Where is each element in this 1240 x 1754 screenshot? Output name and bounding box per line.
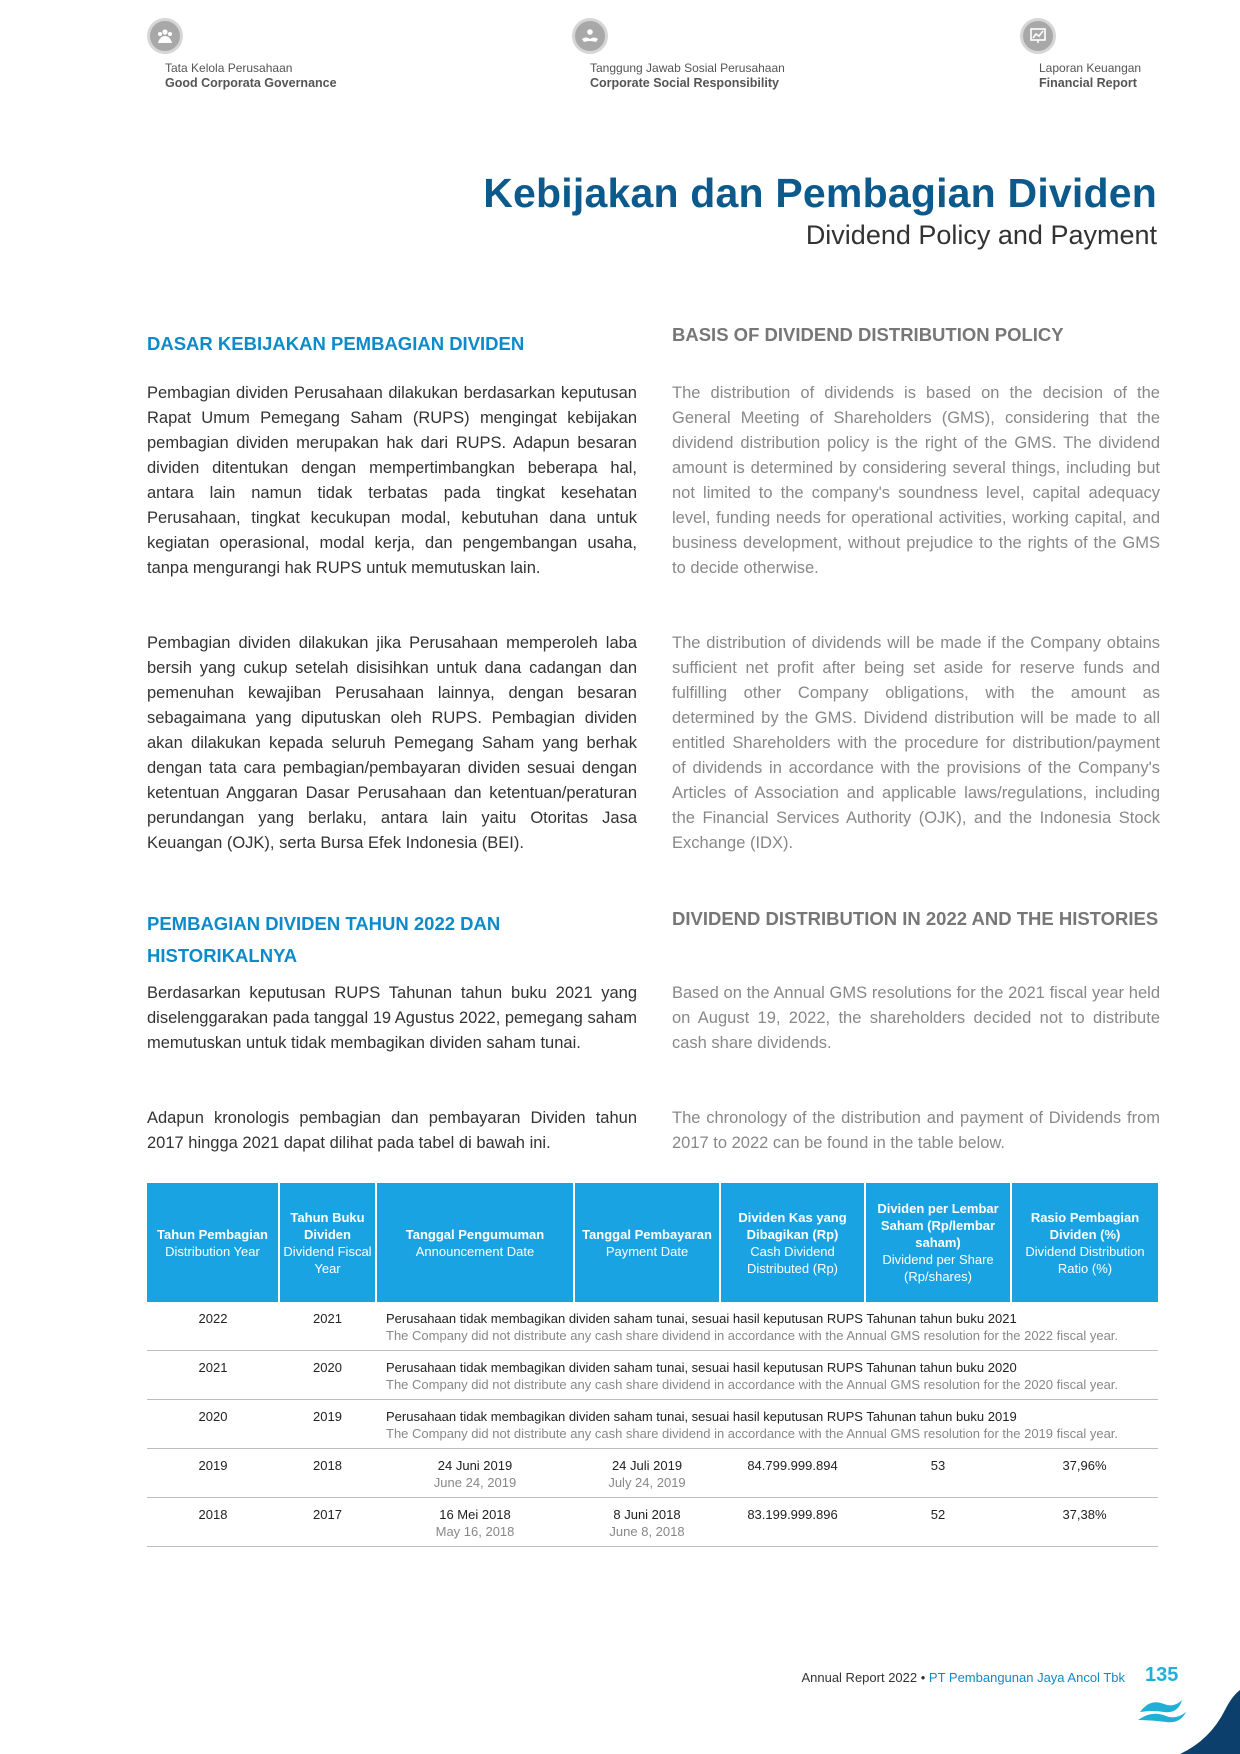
dividend-table bbox=[147, 1183, 1158, 1547]
cell-fiscal: 2021 bbox=[279, 1302, 376, 1351]
cell-year: 2021 bbox=[147, 1351, 279, 1400]
cell-note: Perusahaan tidak membagikan dividen saham tunai, sesuai hasil keputusan RUPS Tahunan tahun buku 2019 The Company did not distribute any cash share dividend in accordance with the Annual GMS resolution for the 2019 fiscal year. bbox=[376, 1400, 1158, 1449]
table-header-row bbox=[147, 1183, 1158, 1302]
col-header-fiscal-year: Tahun Buku Dividen Dividend Fiscal Year bbox=[279, 1183, 376, 1302]
section-heading-history-id: PEMBAGIAN DIVIDEN TAHUN 2022 DAN HISTORIKALNYA bbox=[147, 913, 501, 966]
nav-governance-main: Good Corporata Governance bbox=[165, 76, 337, 90]
cell-per-share: 52 bbox=[865, 1498, 1011, 1547]
cell-ratio: 37,96% bbox=[1011, 1449, 1158, 1498]
col-header-announcement-date: Tanggal Pengumuman Announcement Date bbox=[376, 1183, 574, 1302]
table-row bbox=[147, 1449, 1158, 1498]
cell-payment: 24 Juli 2019 July 24, 2019 bbox=[574, 1449, 720, 1498]
people-icon bbox=[147, 18, 183, 54]
paragraph-distribution-id: Pembagian dividen dilakukan jika Perusahaan memperoleh laba bersih yang cukup setelah disisihkan untuk dana cadangan dan pemenuhan kewajiban Perusahaan lainnya, dengan besaran sebagaimana yang diputuskan oleh RUPS. Pembagian dividen akan dilakukan kepada seluruh Pemegang Saham yang berhak dengan tata cara pembagian/pembayaran dividen sesuai dengan ketentuan Anggaran Dasar Perusahaan dan ketentuan/peraturan perundangan yang berlaku, antara lain yaitu Otoritas Jasa Keuangan (OJK), serta Bursa Efek Indonesia (BEI). bbox=[147, 634, 637, 852]
paragraph-chronology-id: Adapun kronologis pembagian dan pembayaran Dividen tahun 2017 hingga 2021 dapat dilihat pada tabel di bawah ini. bbox=[147, 1109, 637, 1152]
nav-csr-sub: Tanggung Jawab Sosial Perusahaan bbox=[590, 61, 785, 75]
nav-financial-main: Financial Report bbox=[1039, 76, 1137, 90]
cell-announcement: 24 Juni 2019 June 24, 2019 bbox=[376, 1449, 574, 1498]
hands-icon bbox=[572, 18, 608, 54]
nav-governance-sub: Tata Kelola Perusahaan bbox=[165, 61, 293, 75]
col-header-distribution-ratio: Rasio Pembagian Dividen (%) Dividend Distribution Ratio (%) bbox=[1011, 1183, 1158, 1302]
cell-year: 2022 bbox=[147, 1302, 279, 1351]
cell-fiscal: 2019 bbox=[279, 1400, 376, 1449]
table-row bbox=[147, 1498, 1158, 1547]
cell-note: Perusahaan tidak membagikan dividen saham tunai, sesuai hasil keputusan RUPS Tahunan tahun buku 2020 The Company did not distribute any cash share dividend in accordance with the Annual GMS resolution for the 2020 fiscal year. bbox=[376, 1351, 1158, 1400]
cell-per-share: 53 bbox=[865, 1449, 1011, 1498]
cell-year: 2020 bbox=[147, 1400, 279, 1449]
paragraph-decision-id: Berdasarkan keputusan RUPS Tahunan tahun buku 2021 yang diselenggarakan pada tanggal 19 Agustus 2022, pemegang saham memutuskan untuk tidak membagikan dividen saham tunai. bbox=[147, 984, 637, 1052]
cell-fiscal: 2018 bbox=[279, 1449, 376, 1498]
paragraph-distribution-en: The distribution of dividends will be made if the Company obtains sufficient net profit after being set aside for reserve funds and fulfilling other Company obligations, with the amount as determined by the GMS. Dividend distribution will be made to all entitled Shareholders with the procedure for distribution/payment of dividends in accordance with the provisions of the Company's Articles of Association and applicable laws/regulations, including the Financial Services Authority (OJK), and the Indonesia Stock Exchange (IDX). bbox=[672, 634, 1160, 852]
page-subtitle: Dividend Policy and Payment bbox=[805, 220, 1157, 250]
cell-ratio: 37,38% bbox=[1011, 1498, 1158, 1547]
footer-report-label: Annual Report 2022 • bbox=[801, 1670, 926, 1685]
section-heading-history-en: DIVIDEND DISTRIBUTION IN 2022 AND THE HISTORIES bbox=[672, 908, 1159, 929]
paragraph-basis-en: The distribution of dividends is based on the decision of the General Meeting of Shareholders (GMS), considering that the dividend distribution policy is the right of the GMS. The dividend amount is determined by considering several things, including but not limited to the company's soundness level, capital adequacy level, funding needs for operational activities, working capital, and business development, without prejudice to the rights of the GMS to decide otherwise. bbox=[672, 384, 1160, 577]
paragraph-basis-id: Pembagian dividen Perusahaan dilakukan berdasarkan keputusan Rapat Umum Pemegang Saham (RUPS) mengingat kebijakan pembagian dividen merupakan hak dari RUPS. Adapun besaran dividen ditentukan dengan mempertimbangkan beberapa hal, antara lain namun tidak terbatas pada tingkat kesehatan Perusahaan, tingkat kecukupan modal, kebutuhan dana untuk kegiatan operasional, modal kerja, dan pengembangan usaha, tanpa mengurangi hak RUPS untuk memutuskan lain. bbox=[147, 384, 637, 577]
section-heading-basis-en: BASIS OF DIVIDEND DISTRIBUTION POLICY bbox=[672, 324, 1064, 345]
cell-fiscal: 2017 bbox=[279, 1498, 376, 1547]
cell-note: Perusahaan tidak membagikan dividen saham tunai, sesuai hasil keputusan RUPS Tahunan tahun buku 2021 The Company did not distribute any cash share dividend in accordance with the Annual GMS resolution for the 2022 fiscal year. bbox=[376, 1302, 1158, 1351]
cell-year: 2019 bbox=[147, 1449, 279, 1498]
col-header-distribution-year: Tahun Pembagian Distribution Year bbox=[147, 1183, 279, 1302]
section-heading-basis-id: DASAR KEBIJAKAN PEMBAGIAN DIVIDEN bbox=[147, 333, 525, 354]
paragraph-chronology-en: The chronology of the distribution and payment of Dividends from 2017 to 2022 can be found in the table below. bbox=[672, 1109, 1160, 1152]
cell-cash: 84.799.999.894 bbox=[720, 1449, 865, 1498]
page-number: 135 bbox=[1145, 1664, 1179, 1686]
cell-year: 2018 bbox=[147, 1498, 279, 1547]
nav-financial-sub: Laporan Keuangan bbox=[1039, 61, 1142, 75]
table-row bbox=[147, 1351, 1158, 1400]
col-header-payment-date: Tanggal Pembayaran Payment Date bbox=[574, 1183, 720, 1302]
company-logo-icon bbox=[1136, 1690, 1192, 1724]
footer-report-line bbox=[801, 1670, 1125, 1685]
cell-payment: 8 Juni 2018 June 8, 2018 bbox=[574, 1498, 720, 1547]
chart-icon bbox=[1020, 18, 1056, 54]
paragraph-decision-en: Based on the Annual GMS resolutions for the 2021 fiscal year held on August 19, 2022, the shareholders decided not to distribute cash share dividends. bbox=[672, 984, 1160, 1052]
table-row bbox=[147, 1302, 1158, 1351]
footer-company-name: PT Pembangunan Jaya Ancol Tbk bbox=[928, 1670, 1125, 1685]
col-header-cash-dividend: Dividen Kas yang Dibagikan (Rp) Cash Dividend Distributed (Rp) bbox=[720, 1183, 865, 1302]
page-title: Kebijakan dan Pembagian Dividen bbox=[483, 170, 1157, 216]
cell-announcement: 16 Mei 2018 May 16, 2018 bbox=[376, 1498, 574, 1547]
nav-csr-main: Corporate Social Responsibility bbox=[590, 76, 779, 90]
cell-cash: 83.199.999.896 bbox=[720, 1498, 865, 1547]
table-row bbox=[147, 1400, 1158, 1449]
col-header-dividend-per-share: Dividen per Lembar Saham (Rp/lembar saham) Dividend per Share (Rp/shares) bbox=[865, 1183, 1011, 1302]
cell-fiscal: 2020 bbox=[279, 1351, 376, 1400]
